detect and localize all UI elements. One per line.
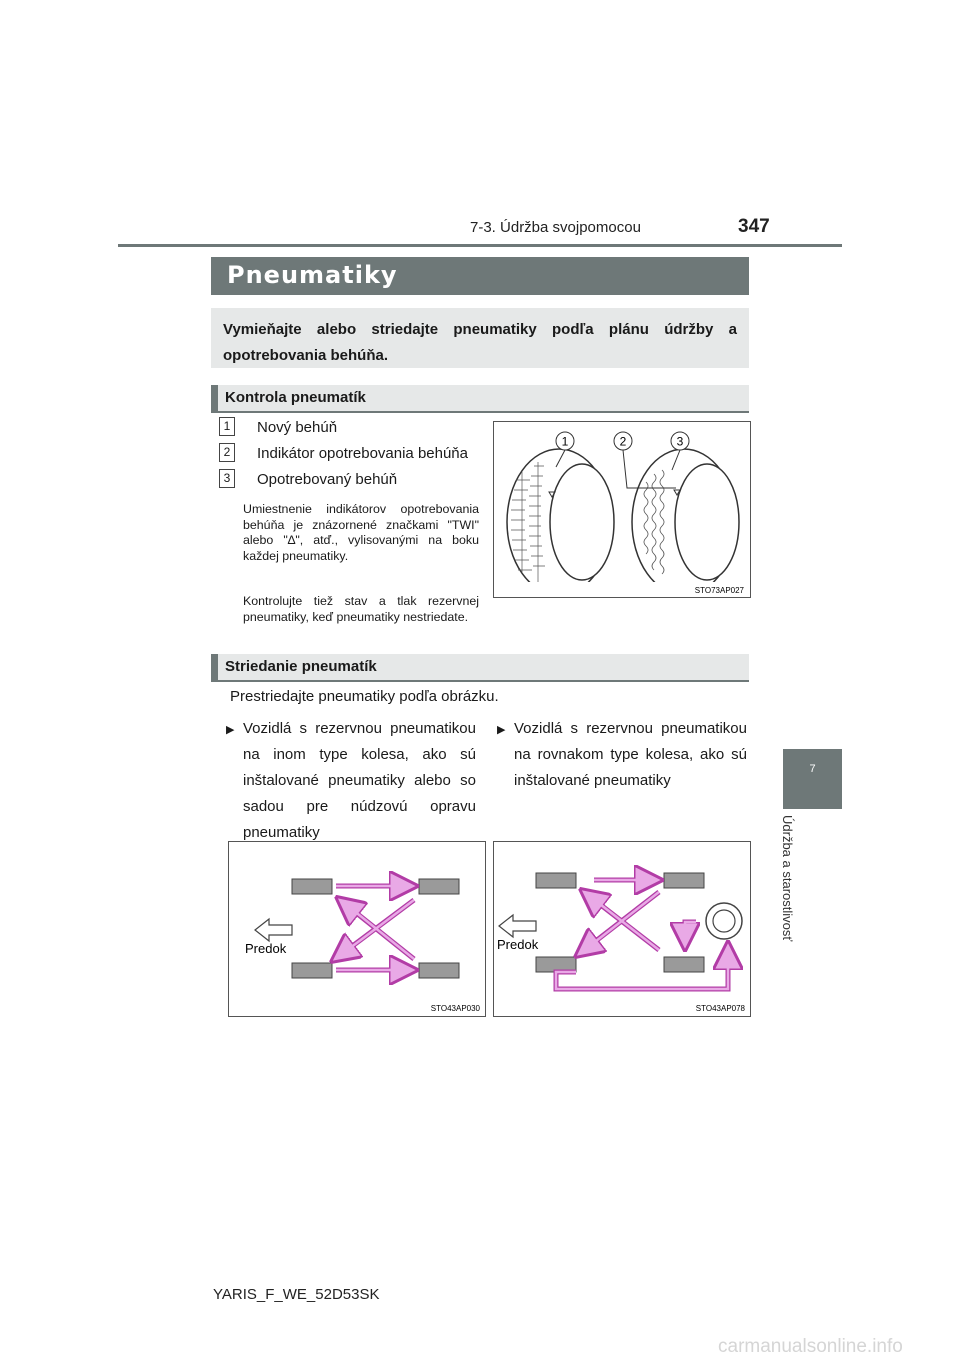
document-id: YARIS_F_WE_52D53SK <box>213 1286 380 1303</box>
callout-labels <box>556 432 689 450</box>
rotation-intro: Prestriedajte pneumatiky podľa obrázku. <box>230 688 499 705</box>
item-number-badge: 3 <box>219 469 235 488</box>
bullet-arrow-icon: ▶ <box>226 724 235 736</box>
tire-tread-figure <box>493 421 751 598</box>
bullet-arrow-icon: ▶ <box>497 724 506 736</box>
rotation-figure-1 <box>228 841 486 1017</box>
bullet-text: Vozidlá s rezervnou pneumatikou na inom type kolesa, ako sú inštalované pneumatiky alebo so sadou pre núdzovú opravu pneumatiky <box>243 720 476 841</box>
callout-1: 1 <box>561 434 569 449</box>
chapter-title: Údržba a starostlivosť <box>780 815 795 942</box>
callout-2: 2 <box>619 434 627 449</box>
intro-text: Vymieňajte alebo striedajte pneumatiky podľa plánu údržby a opotrebovania behúňa. <box>223 321 737 364</box>
chapter-number: 7 <box>809 763 816 775</box>
subheading-tire-rotation <box>211 654 749 682</box>
item-number-badge: 1 <box>219 417 235 436</box>
subheading-label: Kontrola pneumatík <box>225 389 366 406</box>
bullet-col-2 <box>497 716 747 794</box>
list-item: Indikátor opotrebovania behúňa <box>257 445 468 462</box>
page-title-bar <box>211 257 749 295</box>
bullet-text: Vozidlá s rezervnou pneumatikou na rovnakom type kolesa, ako sú inštalované pneumatiky <box>514 720 747 789</box>
intro-box <box>211 308 749 368</box>
figure-code: STO43AP078 <box>695 1004 745 1013</box>
note-spare-tire: Kontrolujte tiež stav a tlak rezervnej pneumatiky, keď pneumatiky nestriedate. <box>243 594 479 624</box>
figure-code: STO73AP027 <box>694 586 744 595</box>
watermark-site: carmanualsonline.info <box>718 1336 903 1357</box>
page-title: Pneumatiky <box>227 261 398 289</box>
bullet-col-1 <box>226 716 476 846</box>
front-label: Predok <box>497 937 539 952</box>
page-number: 347 <box>738 216 770 237</box>
section-header: 7-3. Údržba svojpomocou <box>470 219 641 236</box>
front-arrow-icon <box>499 915 536 937</box>
front-arrow-icon <box>255 919 292 941</box>
callout-3: 3 <box>676 434 684 449</box>
subheading-tire-check <box>211 385 749 413</box>
list-item: Nový behúň <box>257 419 338 436</box>
list-item: Opotrebovaný behúň <box>257 471 398 488</box>
header-rule <box>118 244 842 247</box>
note-indicator-location: Umiestnenie indikátorov opotrebovania behúňa je znázornené značkami "TWI" alebo "∆", atď., vylisovanými na boku každej pneumatiky. <box>243 502 479 563</box>
rotation-figure-2 <box>493 841 751 1017</box>
item-number-badge: 2 <box>219 443 235 462</box>
figure-code: STO43AP030 <box>430 1004 480 1013</box>
chapter-tab <box>783 749 842 809</box>
front-label: Predok <box>245 941 287 956</box>
subheading-label: Striedanie pneumatík <box>225 658 377 675</box>
chapter-title-vertical <box>775 815 815 970</box>
